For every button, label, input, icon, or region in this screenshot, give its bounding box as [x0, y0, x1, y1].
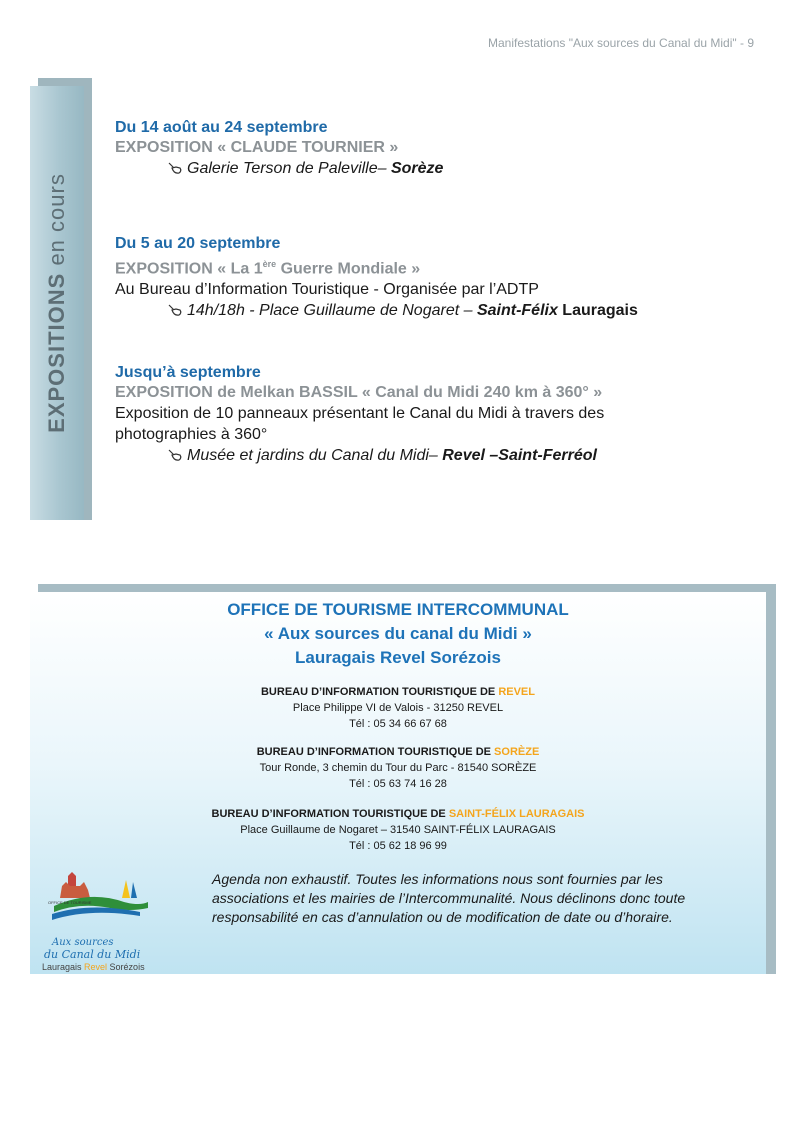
bureau-address: Tour Ronde, 3 chemin du Tour du Parc - 81540 SORÈZE	[259, 762, 537, 774]
event-1	[115, 118, 735, 180]
logo-line3	[42, 962, 145, 972]
bureau-phone: Tél : 05 63 74 16 28	[349, 778, 447, 790]
bureau-town: REVEL	[498, 686, 535, 698]
logo-line1: Aux sources	[52, 937, 114, 948]
bureau-title	[30, 806, 766, 822]
bureau-soreze	[30, 744, 766, 792]
event-title: EXPOSITION « CLAUDE TOURNIER »	[115, 139, 399, 156]
side-tab-bold: EXPOSITIONS	[44, 272, 69, 433]
event-location-town2: Lauragais	[557, 302, 638, 320]
event-location-text: Galerie Terson de Paleville–	[187, 160, 391, 177]
event-location-town: Sorèze	[390, 160, 444, 177]
event-title: EXPOSITION de Melkan BASSIL « Canal du Midi 240 km à 360° »	[115, 384, 603, 401]
bureau-town: SORÈZE	[494, 746, 540, 758]
disclaimer: Agenda non exhaustif. Toutes les informations nous sont fournies par les associations et les mairies de l’Intercommunalité. Nous déclinons donc toute responsabilité en cas d’annulation ou de modification de date ou d’horaire.	[212, 871, 686, 925]
office-subtitle: « Aux sources du canal du Midi »	[264, 624, 532, 643]
pointing-hand-icon	[167, 161, 183, 175]
event-date: Du 5 au 20 septembre	[115, 235, 281, 252]
event-line: Exposition de 10 panneaux présentant le Canal du Midi à travers des	[115, 405, 605, 422]
logo-line2: du Canal du Midi	[44, 948, 141, 961]
side-tab-label	[44, 173, 70, 433]
event-line: photographies à 360°	[115, 426, 268, 443]
office-box	[30, 592, 766, 974]
logo-line3-a: Lauragais	[42, 962, 85, 972]
event-date: Du 14 août au 24 septembre	[115, 119, 328, 136]
title-part: Guerre Mondiale »	[276, 260, 421, 278]
bureau-title	[30, 684, 766, 700]
side-tab-light: en cours	[44, 173, 69, 266]
pointing-hand-icon	[167, 448, 183, 462]
event-location-town: Revel –Saint-Ferréol	[442, 447, 597, 464]
bureau-phone: Tél : 05 34 66 67 68	[349, 718, 447, 730]
event-2	[115, 234, 735, 322]
logo-line3-b: Revel	[84, 962, 108, 972]
bureau-label: BUREAU D’INFORMATION TOURISTIQUE DE	[260, 686, 499, 698]
event-3	[115, 363, 735, 467]
bureau-phone: Tél : 05 62 18 96 99	[349, 840, 447, 852]
logo-line3-c: Sorézois	[107, 962, 145, 972]
event-location	[115, 300, 735, 322]
office-title: OFFICE DE TOURISME INTERCOMMUNAL	[227, 600, 569, 619]
bureau-saint-felix	[30, 806, 766, 854]
bureau-town: SAINT-FÉLIX LAURAGAIS	[448, 808, 585, 820]
bureau-revel	[30, 684, 766, 732]
event-date: Jusqu’à septembre	[115, 364, 261, 381]
event-location-text: 14h/18h - Place Guillaume de Nogaret –	[187, 302, 477, 320]
bureau-label: BUREAU D’INFORMATION TOURISTIQUE DE	[211, 808, 449, 820]
event-location-town: Saint-Félix	[476, 302, 558, 320]
bureau-title	[30, 744, 766, 760]
bureau-label: BUREAU D’INFORMATION TOURISTIQUE DE	[256, 746, 495, 758]
event-location	[115, 158, 735, 180]
pointing-hand-icon	[167, 303, 183, 317]
event-line: Au Bureau d’Information Touristique - Organisée par l’ADTP	[115, 281, 539, 299]
title-sup: ère	[262, 259, 277, 269]
event-location	[115, 445, 735, 467]
logo-small-text: OFFICE DE TOURISME	[48, 900, 92, 905]
event-location-text: Musée et jardins du Canal du Midi–	[187, 447, 443, 464]
event-title	[115, 254, 735, 279]
running-header: Manifestations "Aux sources du Canal du Midi" - 9	[488, 36, 754, 50]
office-region: Lauragais Revel Sorézois	[295, 648, 501, 667]
title-part: EXPOSITION « La 1	[115, 260, 263, 278]
bureau-address: Place Guillaume de Nogaret – 31540 SAINT-FÉLIX LAURAGAIS	[240, 824, 556, 836]
bureau-address: Place Philippe VI de Valois - 31250 REVEL	[292, 702, 504, 714]
